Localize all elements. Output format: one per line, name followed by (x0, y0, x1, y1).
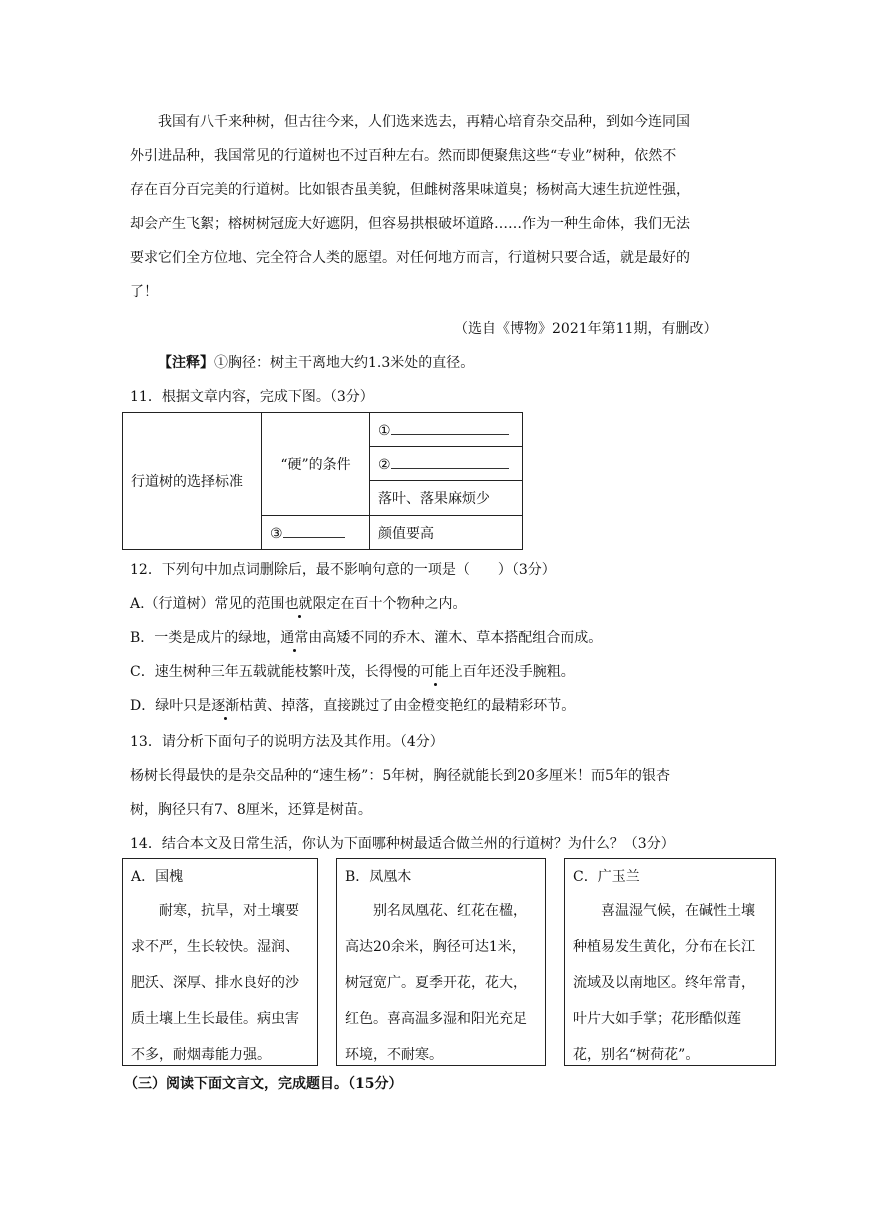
question-11-stem: 11．根据文章内容，完成下图。（3分） (130, 389, 374, 405)
annotation-label: 【注释】 (158, 355, 214, 371)
source-citation: （选自《博物》2021年第11期，有删改） (454, 321, 718, 337)
question-13-sentence: 树，胸径只有7、8厘米，还算是树苗。 (130, 802, 372, 818)
question-13-stem: 13．请分析下面句子的说明方法及其作用。（4分） (130, 734, 444, 750)
diagram-item-looks: 颜值要高 (370, 516, 523, 550)
question-12-option-b: B．一类是成片的绿地，通常由高矮不同的乔木、灌木、草本搭配组合而成。 (130, 627, 602, 647)
tree-option-title: A．国槐 (131, 869, 184, 885)
diagram-root: 行道树的选择标准 (123, 413, 262, 550)
passage-line: 存在百分百完美的行道树。比如银杏虽美貌，但雌树落果味道臭；杨树高大速生抗逆性强， (130, 182, 690, 198)
annotation (158, 352, 474, 372)
question-12-stem: 12．下列句中加点词删除后，最不影响句意的一项是（ ）（3分） (130, 562, 556, 578)
tree-option-body: 耐寒，抗旱，对土壤要求不严，生长较快。湿润、肥沃、深厚、排水良好的沙质土壤上生长最佳。病虫害不多，耐烟毒能力强。 (131, 903, 299, 1063)
passage-line: 外引进品种，我国常见的行道树也不过百种左右。然而即便聚焦这些“专业”树种，依然不 (130, 148, 677, 164)
selection-criteria-diagram (122, 412, 523, 550)
dotted-word: 可能 (421, 661, 449, 681)
question-12-option-d: D．绿叶只是逐渐枯黄、掉落，直接跳过了由金橙变艳红的最精彩环节。 (130, 695, 575, 715)
question-12-option-a: A.（行道树）常见的范围也就限定在百十个物种之内。 (130, 593, 467, 613)
tree-option-body: 喜温湿气候，在碱性土壤种植易发生黄化，分布在长江流域及以南地区。终年常青，叶片大如手掌；花形酷似莲花，别名“树荷花”。 (573, 903, 755, 1063)
annotation-text: ①胸径：树主干离地大约1.3米处的直径。 (214, 355, 475, 371)
dotted-word: 也就 (285, 593, 313, 613)
passage-line: 要求它们全方位地、完全符合人类的愿望。对任何地方而言，行道树只要合适，就是最好的 (130, 250, 690, 266)
tree-option-c (564, 858, 776, 1066)
passage-line: 却会产生飞絮；榕树树冠庞大好遮阴，但容易拱根破坏道路……作为一种生命体，我们无法 (130, 216, 690, 232)
question-12-option-c: C．速生树种三年五载就能枝繁叶茂，长得慢的可能上百年还没手腕粗。 (130, 661, 575, 681)
question-14-stem: 14．结合本文及日常生活，你认为下面哪种树最适合做兰州的行道树？为什么？（3分） (130, 836, 675, 852)
section-3-heading: （三）阅读下面文言文，完成题目。（15分） (124, 1076, 403, 1092)
dotted-word: 通常 (280, 627, 308, 647)
passage (130, 105, 750, 309)
tree-option-a (122, 858, 318, 1066)
question-13-sentence: 杨树长得最快的是杂交品种的“速生杨”：5年树，胸径就能长到20多厘米！而5年的银杏 (130, 768, 670, 784)
diagram-blank-2: ② (370, 447, 523, 481)
passage-line: 了！ (130, 284, 158, 300)
dotted-word: 逐渐 (211, 695, 239, 715)
diagram-item-leaves: 落叶、落果麻烦少 (370, 481, 523, 516)
diagram-blank-3: ③ (262, 516, 370, 550)
tree-option-title: B．凤凰木 (345, 869, 412, 885)
tree-option-title: C．广玉兰 (573, 869, 640, 885)
diagram-blank-1: ① (370, 413, 523, 447)
passage-line: 我国有八千来种树，但古往今来，人们选来选去，再精心培育杂交品种，到如今连同国 (158, 114, 690, 130)
diagram-hard-conditions: “硬”的条件 (262, 413, 370, 516)
tree-option-b (336, 858, 546, 1066)
tree-option-body: 别名凤凰花、红花在楹，高达20余米，胸径可达1米，树冠宽广。夏季开花，花大，红色。喜高温多湿和阳光充足环境，不耐寒。 (345, 903, 527, 1063)
